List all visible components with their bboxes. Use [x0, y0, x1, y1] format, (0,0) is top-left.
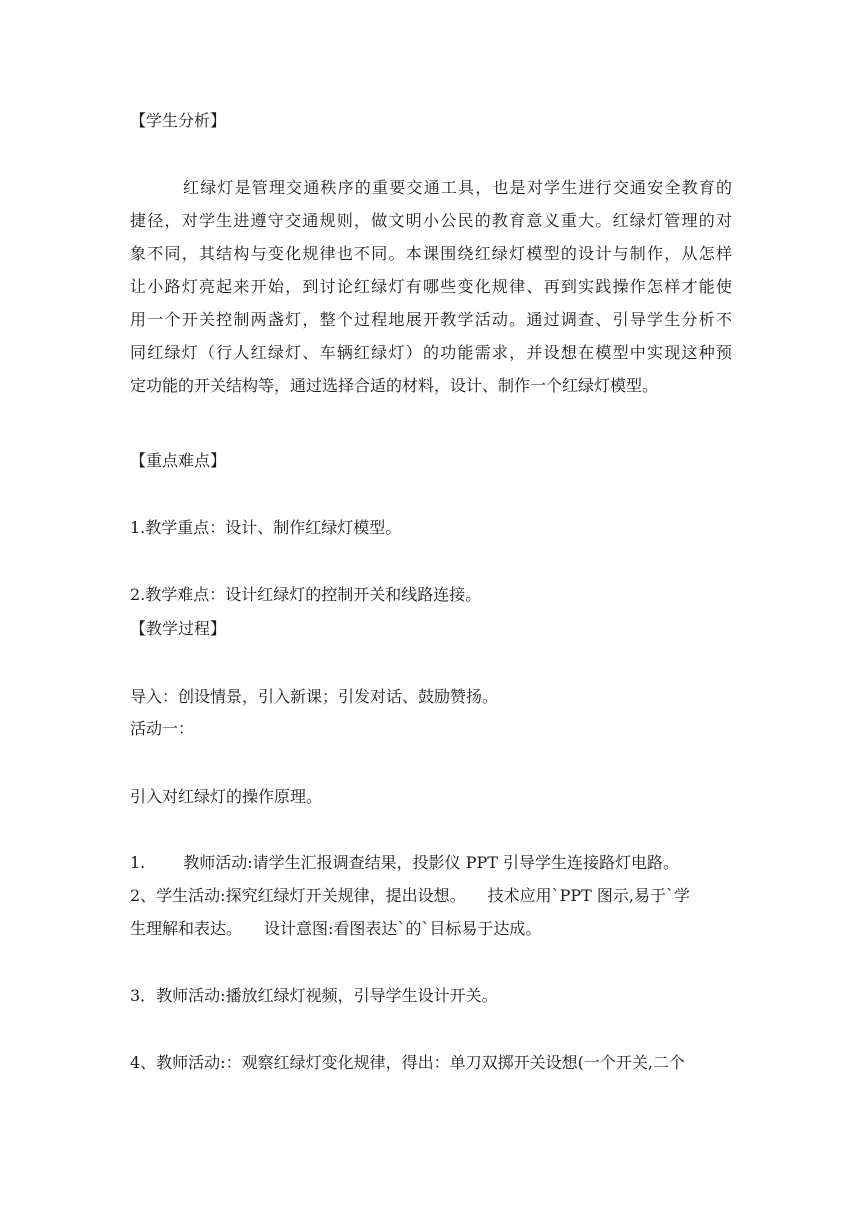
step-1-number: 1. [130, 853, 146, 872]
step-2-line-1 [130, 885, 690, 907]
student-analysis-heading: 【学生分析】 [130, 111, 227, 130]
key-point-2: 2.教学难点：设计红绿灯的控制开关和线路连接。 [130, 585, 482, 604]
activity-1-heading: 活动一： [130, 719, 195, 738]
key-points-heading: 【重点难点】 [130, 451, 227, 470]
key-point-1: 1.教学重点：设计、制作红绿灯模型。 [130, 518, 402, 537]
student-analysis-line-3: 象不同，其结构与变化规律也不同。本课围绕红绿灯模型的设计与制作，从怎样 [130, 244, 732, 263]
step-2-line-2 [130, 918, 541, 940]
step-4: 4、教师活动:：观察红绿灯变化规律，得出：单刀双掷开关设想(一个开关,二个 [130, 1053, 685, 1072]
step-2-line-2-part-2: 设计意图:看图表达`的`目标易于达成。 [264, 919, 542, 938]
student-analysis-line-1: 红绿灯是管理交通秩序的重要交通工具，也是对学生进行交通安全教育的 [183, 178, 732, 197]
process-heading: 【教学过程】 [130, 619, 227, 638]
student-analysis-line-7: 定功能的开关结构等，通过选择合适的材料，设计、制作一个红绿灯模型。 [130, 376, 659, 395]
activity-1-description: 引入对红绿灯的操作原理。 [130, 787, 323, 806]
step-2-part-1: 2、学生活动:探究红绿灯开关规律，提出设想。 [130, 886, 466, 905]
step-2-part-2: 技术应用`PPT 图示,易于`学 [487, 886, 690, 905]
intro-line: 导入：创设情景，引入新课；引发对话、鼓励赞扬。 [130, 687, 499, 706]
step-1 [130, 852, 679, 874]
step-2-line-2-part-1: 生理解和表达。 [130, 919, 243, 938]
student-analysis-line-6: 同红绿灯（行人红绿灯、车辆红绿灯）的功能需求，并设想在模型中实现这种预 [130, 343, 732, 362]
step-3: 3．教师活动:播放红绿灯视频，引导学生设计开关。 [130, 986, 498, 1005]
student-analysis-line-5: 用一个开关控制两盏灯，整个过程地展开教学活动。通过调查、引导学生分析不 [130, 310, 732, 329]
student-analysis-line-2: 捷径，对学生进遵守交通规则，做文明小公民的教育意义重大。红绿灯管理的对 [130, 211, 732, 230]
student-analysis-line-4: 让小路灯亮起来开始，到讨论红绿灯有哪些变化规律、再到实践操作怎样才能使 [130, 277, 732, 296]
step-1-text: 教师活动:请学生汇报调查结果，投影仪 PPT 引导学生连接路灯电路。 [183, 853, 680, 872]
